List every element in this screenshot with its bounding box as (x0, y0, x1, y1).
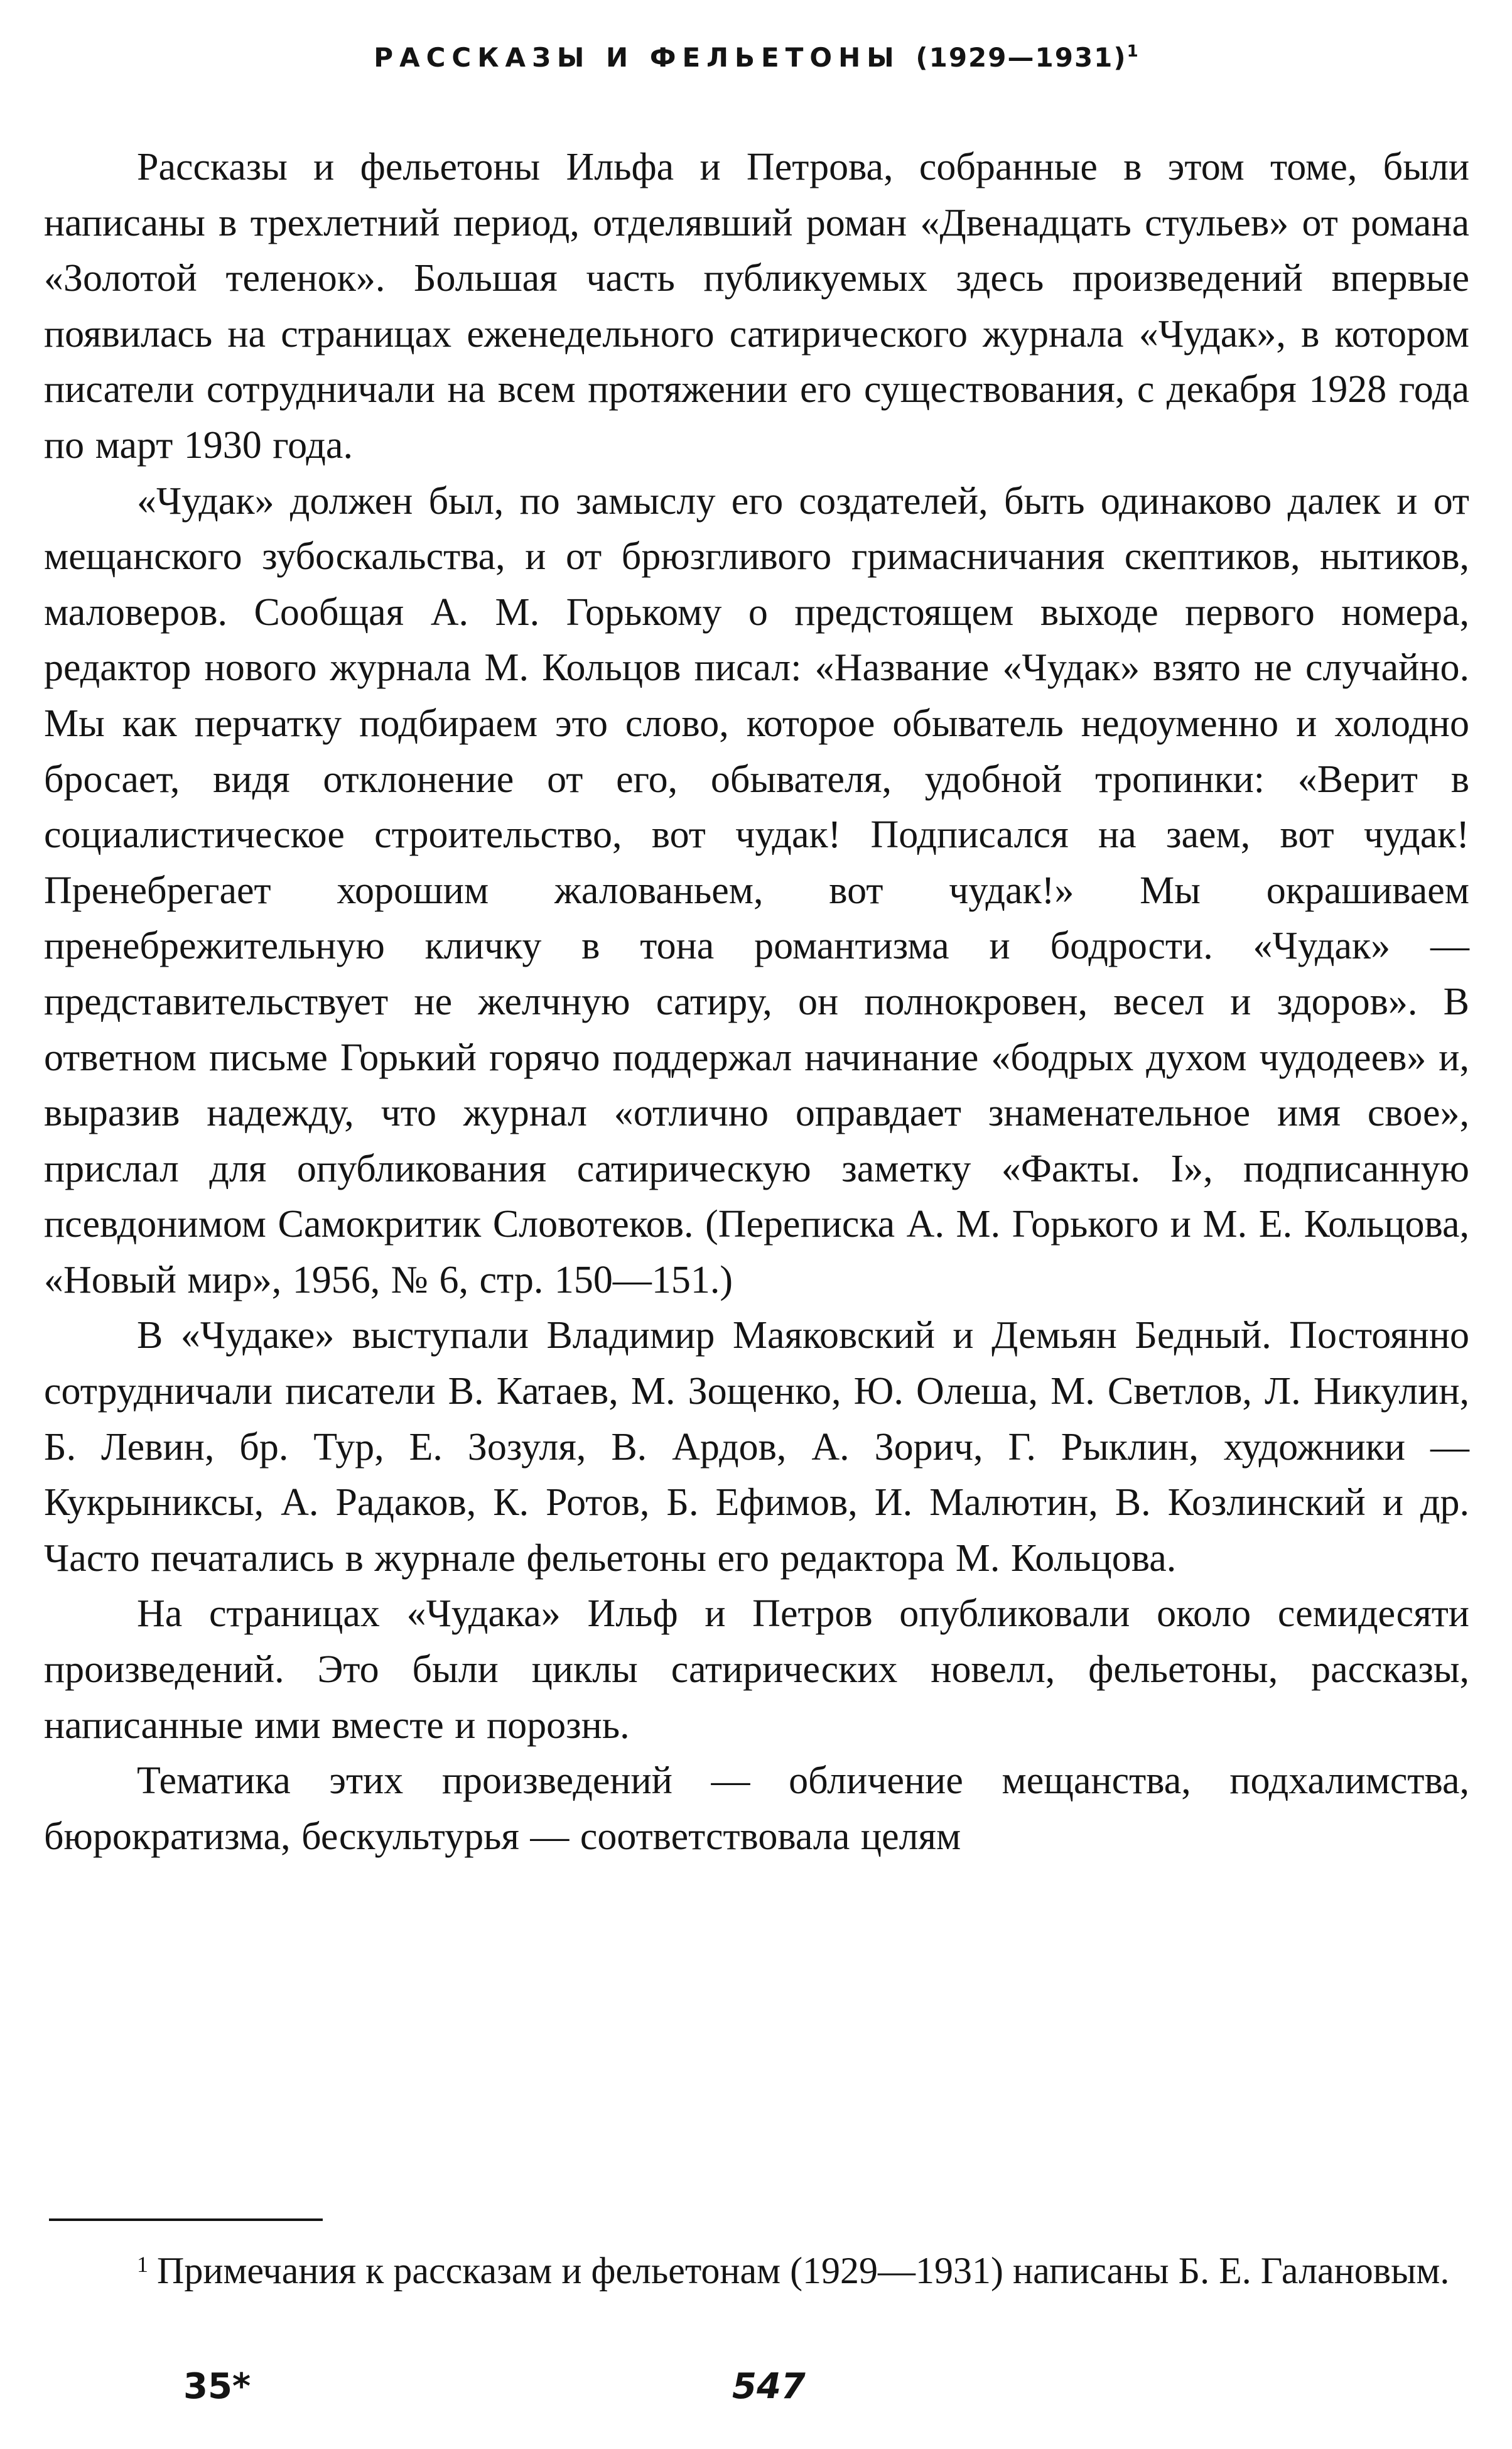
paragraph: Тематика этих произведений — обличение мещанства, подхалимства, бюрократизма, бескультурья — соответствовала целям (44, 1759, 1469, 1858)
paragraph: «Чудак» должен был, по замыслу его создателей, быть одинаково далек и от мещанского зубоскальства, и от брюзгливого гримасничания скептиков, нытиков, маловеров. Сообщая А. М. Горькому о предстоящем выходе первого номера, редактор нового журнала М. Кольцов писал: «Название «Чудак» взято не случайно. Мы как перчатку подбираем это слово, которое обыватель недоуменно и холодно бросает, видя отклонение от его, обывателя, удобной тропинки: «Верит в социалистическое строительство, вот чудак! Подписался на заем, вот чудак! Пренебрегает хорошим жалованьем, вот чудак!» Мы окрашиваем пренебрежительную кличку в тона романтизма и бодрости. «Чудак» — представительствует не желчную сатиру, он полнокровен, весел и здоров». В ответном письме Горький горячо поддержал начинание «бодрых духом чудодеев» и, выразив надежду, что журнал «отлично оправдает знаменательное имя свое», прислал для опубликования сатирическую заметку «Факты. I», подписанную псевдонимом Самокритик Словотеков. (Переписка А. М. Горького и М. Е. Кольцова, «Новый мир», 1956, № 6, стр. 150—151.) (44, 479, 1469, 1301)
footnote-marker: 1 (137, 2252, 148, 2277)
header-footnote-marker: 1 (1126, 42, 1138, 61)
paragraph: В «Чудаке» выступали Владимир Маяковский и Демьян Бедный. Постоянно сотрудничали писатели В. Катаев, М. Зощенко, Ю. Олеша, М. Светлов, Л. Никулин, Б. Левин, бр. Тур, Е. Зозуля, В. Ардов, А. Зорич, Г. Рыклин, художники — Кукрыниксы, А. Радаков, К. Ротов, Б. Ефимов, И. Малютин, В. Козлинский и др. Часто печатались в журнале фельетоны его редактора М. Кольцова. (44, 1314, 1469, 1580)
page-number: 547 (732, 2366, 806, 2407)
paragraph: Рассказы и фельетоны Ильфа и Петрова, собранные в этом томе, были написаны в трехлетний период, отделявший роман «Двенадцать стульев» от романа «Золотой теленок». Большая часть публикуемых здесь произведений впервые появилась на страницах еженедельного сатирического журнала «Чудак», в котором писатели сотрудничали на всем протяжении его существования, с декабря 1928 года по март 1930 года. (44, 146, 1469, 467)
paragraph: На страницах «Чудака» Ильф и Петров опубликовали около семидесяти произведений. Это были циклы сатирических новелл, фельетоны, рассказы, написанные ими вместе и порознь. (44, 1592, 1469, 1747)
footnote-text: Примечания к рассказам и фельетонам (1929—1931) написаны Б. Е. Галановым. (157, 2250, 1450, 2291)
running-header (0, 33, 1512, 77)
printer-signature-mark: 35* (183, 2366, 251, 2407)
footnote-divider (49, 2218, 323, 2221)
body-text (44, 139, 1469, 1864)
header-title: РАССКАЗЫ И ФЕЛЬЕТОНЫ (374, 42, 900, 73)
header-years: (1929—1931) (915, 42, 1127, 73)
footnote (44, 2239, 1469, 2296)
